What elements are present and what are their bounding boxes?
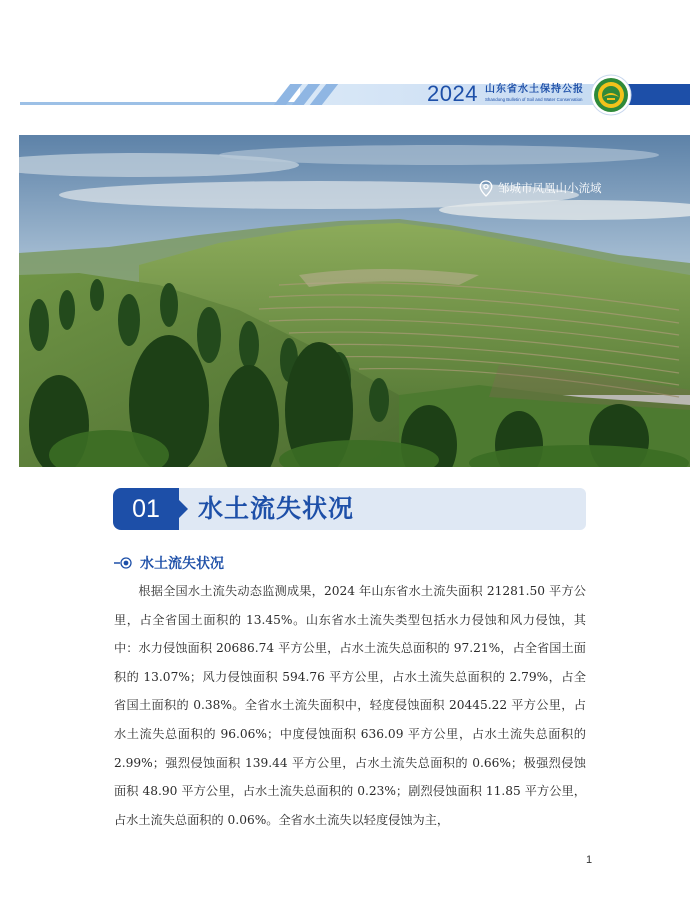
header-title: 山东省水土保持公报 bbox=[485, 84, 584, 95]
location-pin-icon bbox=[479, 180, 493, 197]
location-label bbox=[479, 179, 602, 197]
page-header bbox=[0, 78, 690, 112]
bulletin-logo-icon bbox=[590, 74, 632, 116]
location-text: 邹城市凤凰山小流域 bbox=[498, 181, 602, 195]
section-number: 01 bbox=[113, 488, 179, 530]
section-title: 水土流失状况 bbox=[198, 494, 355, 523]
header-year: 2024 bbox=[427, 81, 478, 106]
subheading bbox=[114, 553, 224, 573]
page-number: 1 bbox=[586, 854, 593, 866]
bullet-target-icon bbox=[114, 557, 134, 569]
header-subtitle-en: Shandong Bulletin of Soil and Water Conservation bbox=[485, 97, 583, 102]
chevron-right-icon bbox=[179, 500, 188, 518]
header-dark-block bbox=[628, 84, 690, 105]
subheading-text: 水土流失状况 bbox=[140, 556, 224, 572]
body-paragraph: 根据全国水土流失动态监测成果，2024 年山东省水土流失面积 21281.50 平方公里，占全省国土面积的 13.45%。山东省水土流失类型包括水力侵蚀和风力侵蚀，其中：水力侵蚀面积 20686.74 平方公里，占水土流失总面积的 97.21%，占全省国土面积的 13.07%；风力侵蚀面积 594.76 平方公里，占水土流失总面积的 2.79%，占全省国土面积的 0.38%。全省水土流失面积中，轻度侵蚀面积 20445.22 平方公里，占水土流失总面积的 96.06%；中度侵蚀面积 636.09 平方公里，占水土流失总面积的 2.99%；强烈侵蚀面积 139.44 平方公里，占水土流失总面积的 0.66%；极强烈侵蚀面积 48.90 平方公里，占水土流失总面积的 0.23%；剧烈侵蚀面积 11.85 平方公里，占水土流失总面积的 0.06%。全省水土流失以轻度侵蚀为主， bbox=[114, 584, 586, 827]
section-heading bbox=[113, 488, 586, 530]
